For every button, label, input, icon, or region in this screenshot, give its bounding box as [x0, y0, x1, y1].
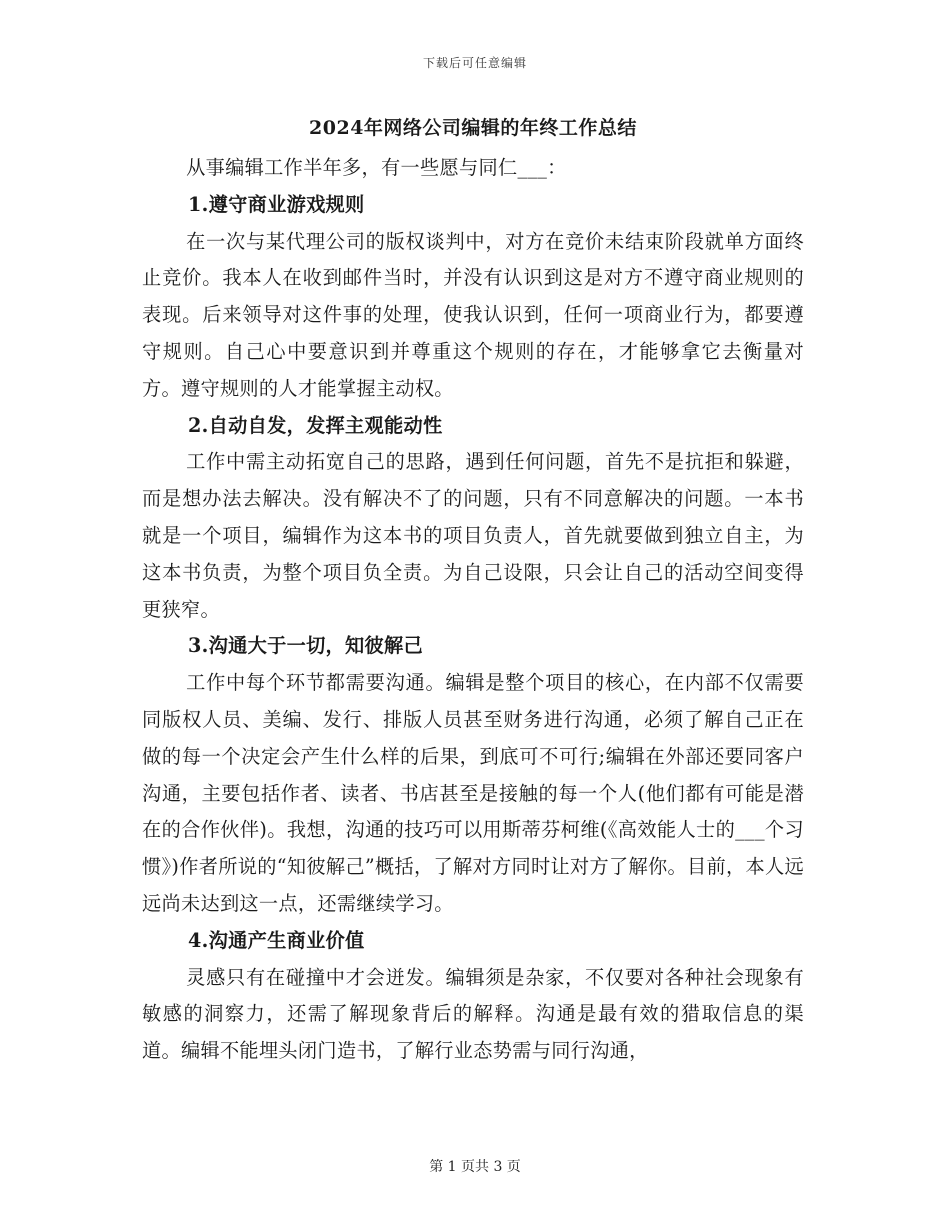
- page-footer: 第 1 页共 3 页: [429, 1159, 521, 1175]
- section-heading-3: 3.沟通大于一切，知彼解己: [188, 634, 423, 658]
- section-heading-2: 2.自动自发，发挥主观能动性: [188, 413, 443, 437]
- section-body-4: 灵感只有在碰撞中才会迸发。编辑须是杂家，不仅要对各种社会现象有敏感的洞察力，还需了解现象背后的解释。沟通是最有效的猎取信息的渠道。编辑不能埋头闭门造书，了解行业态势需与同行沟通，: [142, 965, 804, 1063]
- section-body-3: 工作中每个环节都需要沟通。编辑是整个项目的核心，在内部不仅需要同版权人员、美编、发行、排版人员甚至财务进行沟通，必须了解自己正在做的每一个决定会产生什么样的后果，到底可不可行;编辑在外部还要同客户沟通，主要包括作者、读者、书店甚至是接触的每一个人(他们都有可能是潜在的合作伙伴)。我想，沟通的技巧可以用斯蒂芬柯维(《高效能人士的___个习惯》)作者所说的“知彼解己”概括，了解对方同时让对方了解你。目前，本人远远尚未达到这一点，还需继续学习。: [142, 671, 804, 915]
- section-heading-1: 1.遵守商业游戏规则: [188, 192, 365, 216]
- intro-paragraph: 从事编辑工作半年多，有一些愿与同仁___：: [186, 156, 567, 179]
- document-body: [142, 112, 804, 1070]
- section-heading-4: 4.沟通产生商业价值: [188, 928, 365, 952]
- header-note: 下载后可任意编辑: [422, 56, 527, 70]
- document-title: 2024年网络公司编辑的年终工作总结: [309, 117, 637, 139]
- section-body-1: 在一次与某代理公司的版权谈判中，对方在竞价未结束阶段就单方面终止竞价。我本人在收到邮件当时，并没有认识到这是对方不遵守商业规则的表现。后来领导对这件事的处理，使我认识到，任何一项商业行为，都要遵守规则。自己心中要意识到并尊重这个规则的存在，才能够拿它去衡量对方。遵守规则的人才能掌握主动权。: [142, 229, 804, 400]
- section-body-2: 工作中需主动拓宽自己的思路，遇到任何问题，首先不是抗拒和躲避，而是想办法去解决。没有解决不了的问题，只有不同意解决的问题。一本书就是一个项目，编辑作为这本书的项目负责人，首先就要做到独立自主，为这本书负责，为整个项目负全责。为自己设限，只会让自己的活动空间变得更狭窄。: [142, 450, 804, 621]
